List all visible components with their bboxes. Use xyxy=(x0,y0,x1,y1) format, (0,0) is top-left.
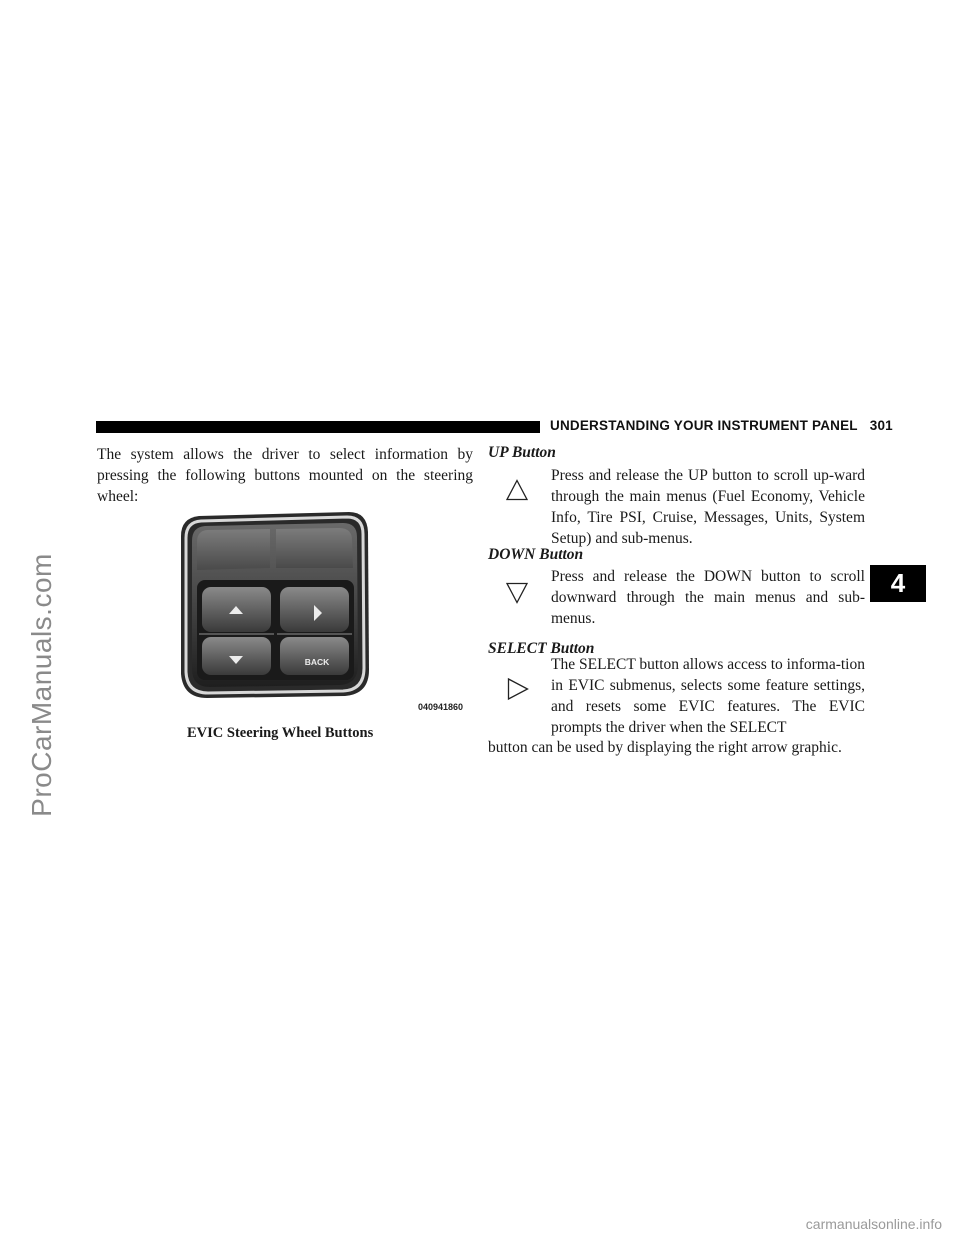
down-triangle-icon xyxy=(505,582,529,604)
page-number: 301 xyxy=(869,418,893,433)
side-watermark-text: ProCarManuals.com xyxy=(26,553,58,817)
down-button-heading: DOWN Button xyxy=(488,546,584,563)
figure-code: 040941860 xyxy=(418,702,464,712)
right-triangle-icon xyxy=(507,677,529,701)
select-button-description-continued: button can be used by displaying the right arrow graphic. xyxy=(488,739,842,756)
up-button-heading: UP Button xyxy=(488,444,556,461)
intro-paragraph: The system allows the driver to select information by pressing the following buttons mounted on the steering wheel: xyxy=(97,446,473,505)
up-triangle-icon xyxy=(505,479,529,501)
header-rule xyxy=(96,421,540,433)
steering-wheel-buttons-figure xyxy=(177,510,372,700)
up-button-description: Press and release the UP button to scroll up-ward through the main menus (Fuel Economy, Vehicle Info, Tire PSI, Cruise, Messages, Units, System Setup) and sub-menus. xyxy=(551,467,865,547)
back-key xyxy=(280,637,349,675)
top-left-blank-key xyxy=(197,529,270,570)
select-button-heading: SELECT Button xyxy=(488,640,595,657)
evic-buttons-illustration xyxy=(177,510,372,700)
back-key-label: BACK xyxy=(304,657,330,667)
top-right-blank-key xyxy=(276,528,353,568)
down-button-description: Press and release the DOWN button to scroll downward through the main menus and sub-menus. xyxy=(551,568,865,627)
bottom-watermark: carmanualsonline.info xyxy=(805,1216,942,1232)
figure-caption: EVIC Steering Wheel Buttons xyxy=(187,725,374,741)
chapter-tab xyxy=(870,565,926,602)
running-header xyxy=(550,418,893,433)
side-watermark xyxy=(22,470,62,900)
select-button-description: The SELECT button allows access to informa-tion in EVIC submenus, selects some feature settings, and resets some EVIC features. The EVIC prompts the driver when the SELECT xyxy=(551,656,865,736)
chapter-number: 4 xyxy=(890,568,906,598)
section-title: UNDERSTANDING YOUR INSTRUMENT PANEL xyxy=(550,418,858,433)
